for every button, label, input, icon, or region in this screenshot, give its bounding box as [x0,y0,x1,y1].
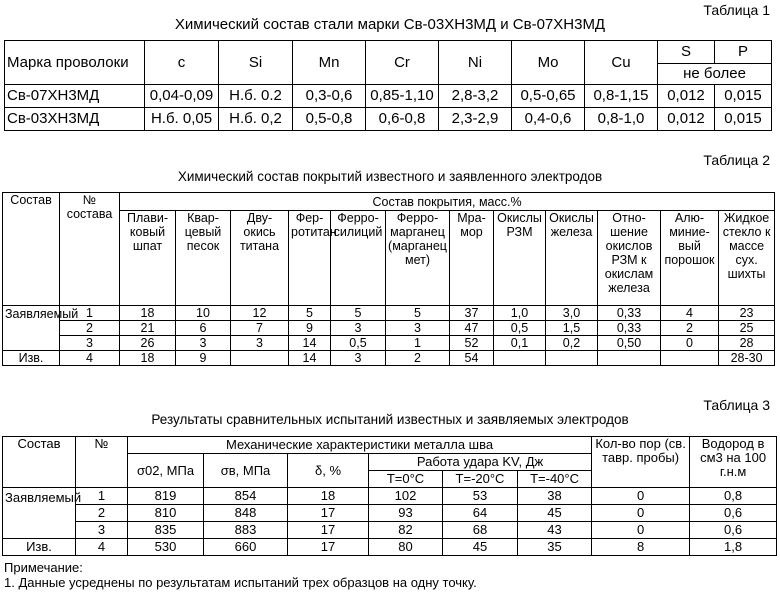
t2-subheader-ferrotitanium: Ферротитан [289,211,331,306]
t1-subheader: не более [658,64,772,85]
table-cell: 0,8 [690,488,777,505]
t1-header-cu: Cu [585,41,658,85]
t2-subheader-fluorspar: Плавиковый шпат [120,211,176,306]
table-cell: 0,5 [331,336,386,351]
t2-subheader-quartz: Кварцевый песок [176,211,231,306]
table-cell: 0,04-0,09 [145,85,219,108]
table-cell: 14 [289,336,331,351]
table-cell: 848 [204,505,288,522]
table-cell: 28-30 [719,351,775,366]
table-cell: 5 [331,306,386,321]
table-cell: 1 [386,336,450,351]
table-cell: 68 [443,522,518,539]
t3-temp-minus20: T=-20°C [443,471,518,488]
table-cell: 854 [204,488,288,505]
table-cell: 0,33 [598,321,661,336]
table-cell: 37 [450,306,494,321]
t2-group-claimed: Заявляемый [3,306,60,351]
table2 [2,192,775,366]
table-cell: 12 [231,306,289,321]
table-cell: 0,33 [598,306,661,321]
t2-subheader-ferromanganese: Ферромарганец (марганец мет) [386,211,450,306]
table-cell: 0 [592,505,690,522]
t1-header-wire: Марка проволоки [5,41,145,85]
table-cell: 3 [386,321,450,336]
t1-header-cr: Cr [366,41,439,85]
table-cell: 530 [128,539,204,556]
table-row [3,351,775,366]
t1-header-p: P [715,41,772,64]
table-cell: 43 [518,522,592,539]
table-cell: 0,6 [690,505,777,522]
table-cell: 80 [369,539,443,556]
table-cell: 54 [450,351,494,366]
table-cell: 5 [386,306,450,321]
table-row [3,505,777,522]
table-cell: 0,50 [598,336,661,351]
table1-title: Химический состав стали марки Св-03ХН3МД и Св-07ХН3МД [174,16,606,33]
table-cell [661,351,719,366]
table-row [3,336,775,351]
table-cell: 4 [60,351,120,366]
table-cell: 2 [60,321,120,336]
table1-label: Таблица 1 [703,2,770,18]
table-cell: 0 [592,522,690,539]
table-row [5,108,772,131]
table-cell: 6 [176,321,231,336]
t3-group-header: Механические характеристики металла шва [128,437,592,454]
table-cell: 2,8-3,2 [439,85,512,108]
table-cell: 26 [120,336,176,351]
table-cell: 4 [661,306,719,321]
table-cell [231,351,289,366]
table-cell: 28 [719,336,775,351]
table-cell: 2,3-2,9 [439,108,512,131]
table-row [3,539,777,556]
table-row [3,522,777,539]
t3-header-num: № [76,437,128,488]
table-cell: 14 [289,351,331,366]
table-cell: 10 [176,306,231,321]
t3-temp-0: T=0°C [369,471,443,488]
table-cell: 3 [331,351,386,366]
table-cell: 5 [289,306,331,321]
t2-group-known: Изв. [3,351,60,366]
table-cell: 1 [76,488,128,505]
table-cell: 0,5-0,8 [293,108,366,131]
table-cell: 0,012 [658,85,715,108]
table-cell: 2 [386,351,450,366]
table-cell: 3 [76,522,128,539]
table-cell: 2 [661,321,719,336]
table-cell: 3 [331,321,386,336]
table-cell [546,351,598,366]
table-row [3,321,775,336]
table-cell: 8 [592,539,690,556]
t1-header-si: Si [219,41,293,85]
table-cell: 1,0 [494,306,546,321]
table-cell: 3,0 [546,306,598,321]
table-cell: 883 [204,522,288,539]
table-cell: Н.б. 0.2 [219,85,293,108]
table-cell: 0,4-0,6 [512,108,585,131]
table-cell: 25 [719,321,775,336]
table-cell: 0,015 [715,85,772,108]
table-cell: 835 [128,522,204,539]
t3-subheader-kv: Работа удара KV, Дж [369,454,592,471]
t1-header-mo: Mo [512,41,585,85]
table-cell: 0,8-1,0 [585,108,658,131]
notes-line-1: 1. Данные усреднены по результатам испытаний трех образцов на одну точку. [4,575,477,590]
t2-group-header: Состав покрытия, масс.% [120,193,775,211]
t1-header-ni: Ni [439,41,512,85]
table-cell: 3 [60,336,120,351]
t3-header-pores: Кол-во пор (св. тавр. пробы) [592,437,690,488]
t2-header-num: № состава [60,193,120,306]
table-cell: 17 [288,539,369,556]
table-cell: 21 [120,321,176,336]
t1-header-mn: Mn [293,41,366,85]
table-cell: 0,015 [715,108,772,131]
t3-group-claimed: Заявляемый [3,488,76,539]
table3-title: Результаты сравнительных испытаний известных и заявляемых электродов [151,412,629,427]
table-cell: Св-07ХН3МД [5,85,145,108]
table-cell: 9 [289,321,331,336]
table-cell: 18 [120,351,176,366]
table-cell: 93 [369,505,443,522]
table-cell: 17 [288,505,369,522]
table-cell: 1,8 [690,539,777,556]
table-cell: 3 [231,336,289,351]
t2-header-sostav: Состав [3,193,60,306]
table-cell: 0,85-1,10 [366,85,439,108]
table-cell: 1 [60,306,120,321]
table-cell: 82 [369,522,443,539]
table-cell: Н.б. 0,2 [219,108,293,131]
t2-subheader-ratio: Отношение окислов РЗМ к окислам железа [598,211,661,306]
table-cell: 0,8-1,15 [585,85,658,108]
table-cell: 4 [76,539,128,556]
t2-subheader-aluminium: Алюминиевый порошок [661,211,719,306]
table-cell: 18 [288,488,369,505]
table-cell: 7 [231,321,289,336]
table-cell: 0,2 [546,336,598,351]
table-cell: 0,1 [494,336,546,351]
t3-header-sostav: Состав [3,437,76,488]
table-cell: 38 [518,488,592,505]
t3-subheader-delta: δ, % [288,454,369,488]
t2-subheader-titania: Двуокись титана [231,211,289,306]
table-cell: 0,3-0,6 [293,85,366,108]
table-row [5,85,772,108]
table-cell: 660 [204,539,288,556]
table-cell: 0,6-0,8 [366,108,439,131]
t2-subheader-ferrosilicon: Ферросилиций [331,211,386,306]
table-cell: 0,5 [494,321,546,336]
t1-header-s: S [658,41,715,64]
t2-subheader-marble: Мрамор [450,211,494,306]
table-cell: Н.б. 0,05 [145,108,219,131]
t3-group-known: Изв. [3,539,76,556]
table2-title: Химический состав покрытий известного и заявленного электродов [177,169,603,184]
table-cell: 17 [288,522,369,539]
table-cell: 35 [518,539,592,556]
table3 [2,436,777,556]
table-cell: 2 [76,505,128,522]
table-cell: 45 [518,505,592,522]
t2-subheader-water-glass: Жидкое стекло к массе сух. шихты [719,211,775,306]
table-cell: 0,5-0,65 [512,85,585,108]
table-cell: 52 [450,336,494,351]
table-row [3,488,777,505]
t3-temp-minus40: T=-40°C [518,471,592,488]
table-cell: 0,6 [690,522,777,539]
table-cell [598,351,661,366]
table-cell: 3 [176,336,231,351]
table-cell: 0,012 [658,108,715,131]
table-cell [494,351,546,366]
t1-header-c: c [145,41,219,85]
table-cell: 102 [369,488,443,505]
table-cell: 23 [719,306,775,321]
table-cell: 53 [443,488,518,505]
table-cell: 819 [128,488,204,505]
table-cell: 810 [128,505,204,522]
table-cell: 45 [443,539,518,556]
table1 [4,40,772,131]
table-cell: 0 [592,488,690,505]
t2-subheader-rzm-oxides: Окислы РЗМ [494,211,546,306]
t3-header-hydrogen: Водород в см3 на 100 г.н.м [690,437,777,488]
table-cell: 18 [120,306,176,321]
table3-label: Таблица 3 [703,397,770,413]
t2-subheader-iron-oxides: Окислы железа [546,211,598,306]
table-cell: 0 [661,336,719,351]
table2-label: Таблица 2 [703,152,770,168]
table-cell: 64 [443,505,518,522]
table-cell: Св-03ХН3МД [5,108,145,131]
t3-subheader-sv: σв, МПа [204,454,288,488]
notes-heading: Примечание: [4,560,83,575]
t3-subheader-s02: σ02, МПа [128,454,204,488]
table-cell: 1,5 [546,321,598,336]
table-cell: 47 [450,321,494,336]
table-cell: 9 [176,351,231,366]
table-row [3,306,775,321]
